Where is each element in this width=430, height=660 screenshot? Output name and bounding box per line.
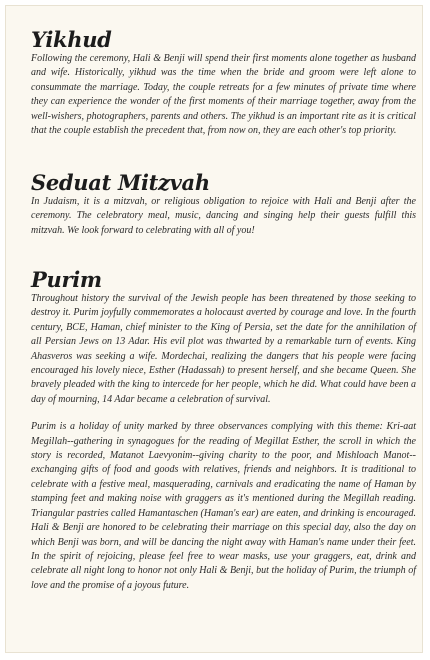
section-heading: Purim [31,267,102,292]
section-paragraph: In Judaism, it is a mitzvah, or religious obligation to rejoice with Hali and Benji after the ceremony. The celebratory meal, music, dancing and singing help their guests fulfill this mitzvah. We look forward to celebrating with all of you! [31,196,416,236]
program-page [5,5,423,653]
section-purim [31,268,416,593]
section-heading: Yikhud [31,27,112,52]
section-heading: Seduat Mitzvah [31,170,210,195]
section-seudat-mitzvah [31,171,416,238]
section-paragraph: Following the ceremony, Hali & Benji will spend their first moments alone together as husband and wife. Historically, yikhud was the time when the bride and groom were left alone to consummate the marriage. Today, the couple retreats for a few minutes of private time where they can experience the wonder of the first moments of their marriage together, away from the well-wishers, photographers, parents and others. The yikhud is an important rite as it is critical that the couple establish the precedent that, from now on, they are each other's top priority. [31,53,416,137]
section-yikhud [31,28,416,138]
section-paragraph: Purim is a holiday of unity marked by three observances complying with this theme: Kri-aat Megillah--gathering in synagogues for the reading of Megillat Esther, the scroll in which the story is recorded, Matanot Laevyonim--giving charity to the poor, and Mishloach Manot--exchanging gifts of food and goods with relatives, friends and neighbors. It is traditional to celebrate with a festive meal, masquerading, carnivals and eradicating the name of Haman by stamping feet and making noise with graggers as it's mentioned during the Megillah reading. Triangular pastries called Hamantaschen (Haman's ear) are eaten, and drinking is encouraged. Hali & Benji are honored to be celebrating their marriage on this special day, also the day on which Benji was born, and will be dancing the night away with Haman's name under their feet. In the spirit of rejoicing, please feel free to wear masks, use your graggers, eat, drink and celebrate all night long to honor not only Hali & Benji, but the holiday of Purim, the triumph of love and the promise of a joyous future. [31,421,416,591]
section-paragraph: Throughout history the survival of the Jewish people has been threatened by those seeking to destroy it. Purim joyfully commemorates a holocaust averted by courage and love. In the fourth century, BCE, Haman, chief minister to the King of Persia, set the date for the annihilation of all Persian Jews on 13 Adar. His evil plot was thwarted by a remarkable turn of events. King Ahasveros was seeking a wife. Mordechai, realizing the dangers that his people were facing encouraged his lovely niece, Esther (Hadassah) to present herself, and she became Queen. She bravely pleaded with the king to intercede for her people, which he did. What could have been a day of mourning, 14 Adar became a celebration of survival. [31,293,416,405]
